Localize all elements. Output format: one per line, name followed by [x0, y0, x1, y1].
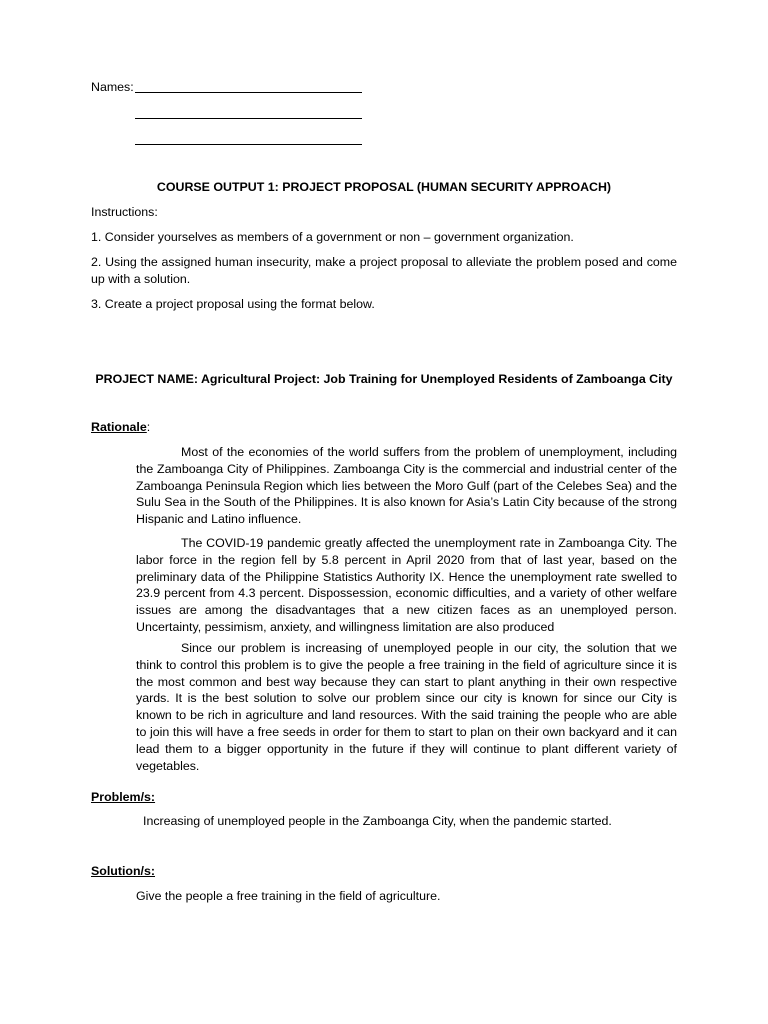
- rationale-label-colon: :: [146, 420, 151, 434]
- problem-heading: [91, 790, 155, 804]
- problem-text: Increasing of unemployed people in the Zamboanga City, when the pandemic started.: [143, 814, 612, 828]
- rationale-paragraph-3: Since our problem is increasing of unemployed people in our city, the solution that we think to control this problem is to give the people a free training in the field of agriculture since it is the most common and best way because they can start to plant anything in their own respective yards. It is the best solution to solve our problem since our city is known for since our City is known to be rich in agriculture and land resources. With the said training the people who are able to join this will have a free seeds in order for them to start to plan on their own backyard and it can lead them to a bigger opportunity in the future if they will continue to plant different variety of vegetables.: [136, 641, 677, 773]
- rationale-paragraph-1: Most of the economies of the world suffers from the problem of unemployment, including the Zamboanga City of Philippines. Zamboanga City is the commercial and industrial center of the Zamboanga Peninsula Region which lies between the Moro Gulf (part of the Celebes Sea) and the Sulu Sea in the South of the Philippines. It is also known for Asia’s Latin City because of the strong Hispanic and Latino influence.: [136, 445, 677, 527]
- solution-label: Solution/s:: [91, 864, 156, 878]
- rationale-paragraph-2: The COVID-19 pandemic greatly affected the unemployment rate in Zamboanga City. The labor force in the region fell by 5.8 percent in April 2020 from that of last year, based on the preliminary data of the Philippine Statistics Authority IX. Hence the unemployment rate swelled to 23.9 percent from 4.3 percent. Dispossession, economic difficulties, and a variety of other welfare issues are among the disadvantages that a new citizen faces as an unemployed person. Uncertainty, pessimism, anxiety, and willingness limitation are also produced: [136, 536, 677, 634]
- name-blank-line-1: [135, 92, 362, 93]
- rationale-label: Rationale: [91, 420, 147, 434]
- instruction-step-1: 1. Consider yourselves as members of a government or non – government organization.: [91, 230, 574, 244]
- names-label: Names:: [91, 80, 134, 94]
- course-title: COURSE OUTPUT 1: PROJECT PROPOSAL (HUMAN SECURITY APPROACH): [156, 180, 612, 194]
- name-blank-line-2: [135, 118, 362, 119]
- instruction-step-2: 2. Using the assigned human insecurity, make a project proposal to alleviate the problem posed and come up with a solution.: [91, 255, 677, 286]
- instructions-label: Instructions:: [91, 205, 158, 219]
- solution-text: Give the people a free training in the field of agriculture.: [136, 889, 441, 903]
- problem-label: Problem/s:: [91, 790, 156, 804]
- name-blank-line-3: [135, 144, 362, 145]
- solution-heading: [91, 864, 155, 878]
- project-name-heading: PROJECT NAME: Agricultural Project: Job Training for Unemployed Residents of Zamboanga City: [95, 372, 673, 386]
- rationale-heading: [91, 420, 150, 434]
- instruction-step-3: 3. Create a project proposal using the format below.: [91, 297, 375, 311]
